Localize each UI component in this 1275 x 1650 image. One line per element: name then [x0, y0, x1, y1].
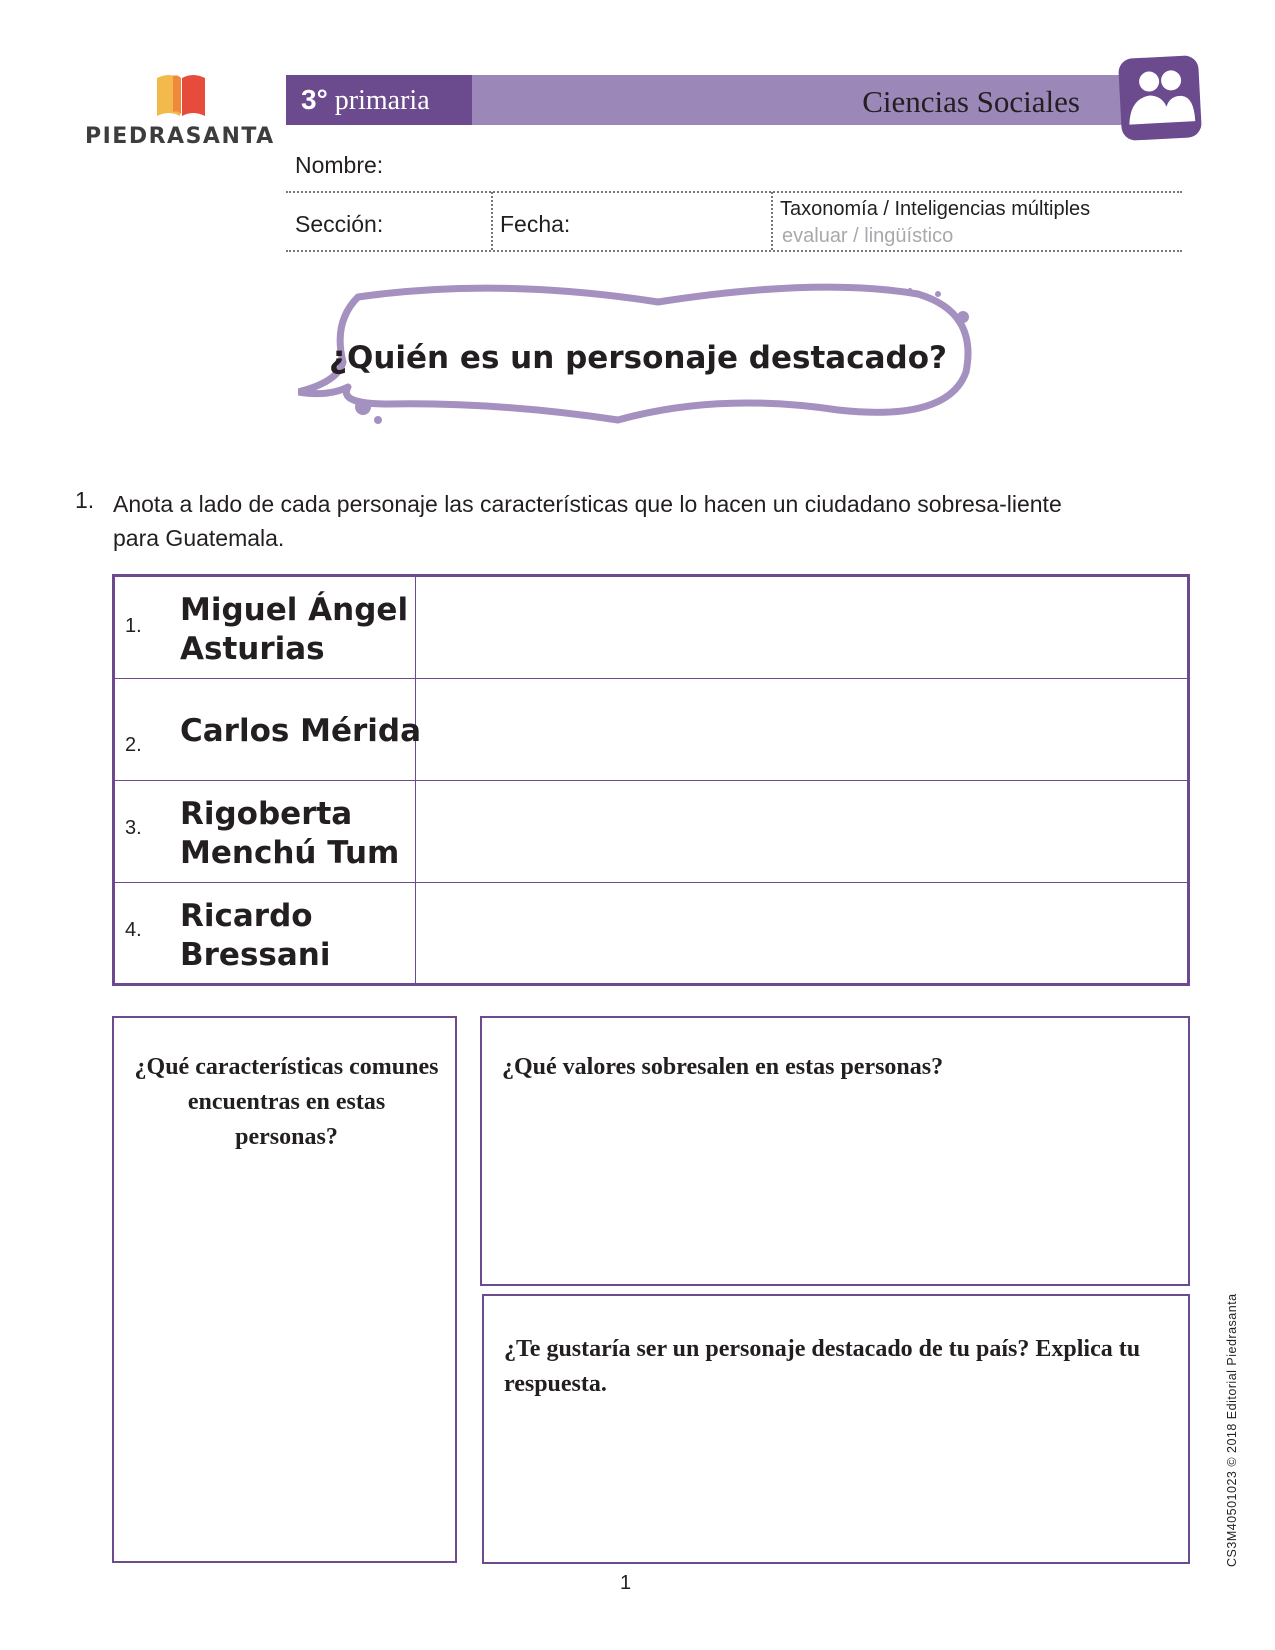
would-you-like-question: ¿Te gustaría ser un personaje destacado de tu país? Explica tu respuesta.	[504, 1336, 1141, 1397]
grade-label	[286, 75, 472, 125]
subject-title: Ciencias Sociales	[862, 84, 1080, 119]
character-name: Carlos Mérida	[180, 713, 422, 749]
field-divider	[771, 192, 773, 250]
field-divider	[491, 192, 493, 250]
answer-cell[interactable]	[417, 883, 1187, 985]
values-question: ¿Qué valores sobresalen en estas personas?	[502, 1054, 944, 1080]
table-row	[115, 577, 1187, 679]
date-label: Fecha:	[500, 211, 571, 237]
character-name: Rigoberta Menchú Tum	[180, 796, 400, 871]
row-number: 3.	[125, 817, 142, 839]
taxonomy-title: Taxonomía / Inteligencias múltiples	[780, 198, 1091, 220]
characters-table	[112, 574, 1190, 986]
grade-number: 3°	[301, 84, 328, 115]
publisher-name: PIEDRASANTA	[85, 124, 275, 149]
answer-cell[interactable]	[417, 781, 1187, 882]
common-traits-box[interactable]	[112, 1016, 457, 1563]
answer-cell[interactable]	[417, 679, 1187, 780]
table-row	[115, 781, 1187, 883]
table-row	[115, 679, 1187, 781]
row-number: 2.	[125, 734, 142, 756]
name-line	[286, 191, 1182, 193]
would-you-like-box[interactable]	[482, 1294, 1190, 1564]
page-title: ¿Quién es un personaje destacado?	[329, 340, 947, 376]
instruction-text: Anota a lado de cada personaje las características que lo hacen un ciudadano sobresa-liente para Guatemala.	[113, 491, 1062, 551]
values-box[interactable]	[480, 1016, 1190, 1286]
page-number: 1	[620, 1572, 632, 1594]
answer-cell[interactable]	[417, 577, 1187, 678]
section-label: Sección:	[295, 211, 384, 237]
common-traits-question: ¿Qué características comunes encuentras en estas personas?	[134, 1054, 439, 1150]
character-name: Miguel Ángel Asturias	[180, 592, 409, 667]
book-logo-icon	[155, 72, 207, 118]
name-label: Nombre:	[295, 152, 384, 178]
people-icon	[1118, 55, 1202, 141]
publisher-logo	[85, 72, 275, 162]
copyright-text: CS3M40501023 © 2018 Editorial Piedrasanta	[1225, 1293, 1239, 1567]
instruction-number: 1.	[75, 487, 95, 513]
row-number: 1.	[125, 615, 142, 637]
character-name: Ricardo Bressani	[180, 898, 331, 973]
section-line	[286, 250, 1182, 252]
grade-text: primaria	[334, 85, 430, 116]
table-row	[115, 883, 1187, 985]
taxonomy-values: evaluar / lingüístico	[782, 225, 954, 247]
row-number: 4.	[125, 919, 142, 941]
